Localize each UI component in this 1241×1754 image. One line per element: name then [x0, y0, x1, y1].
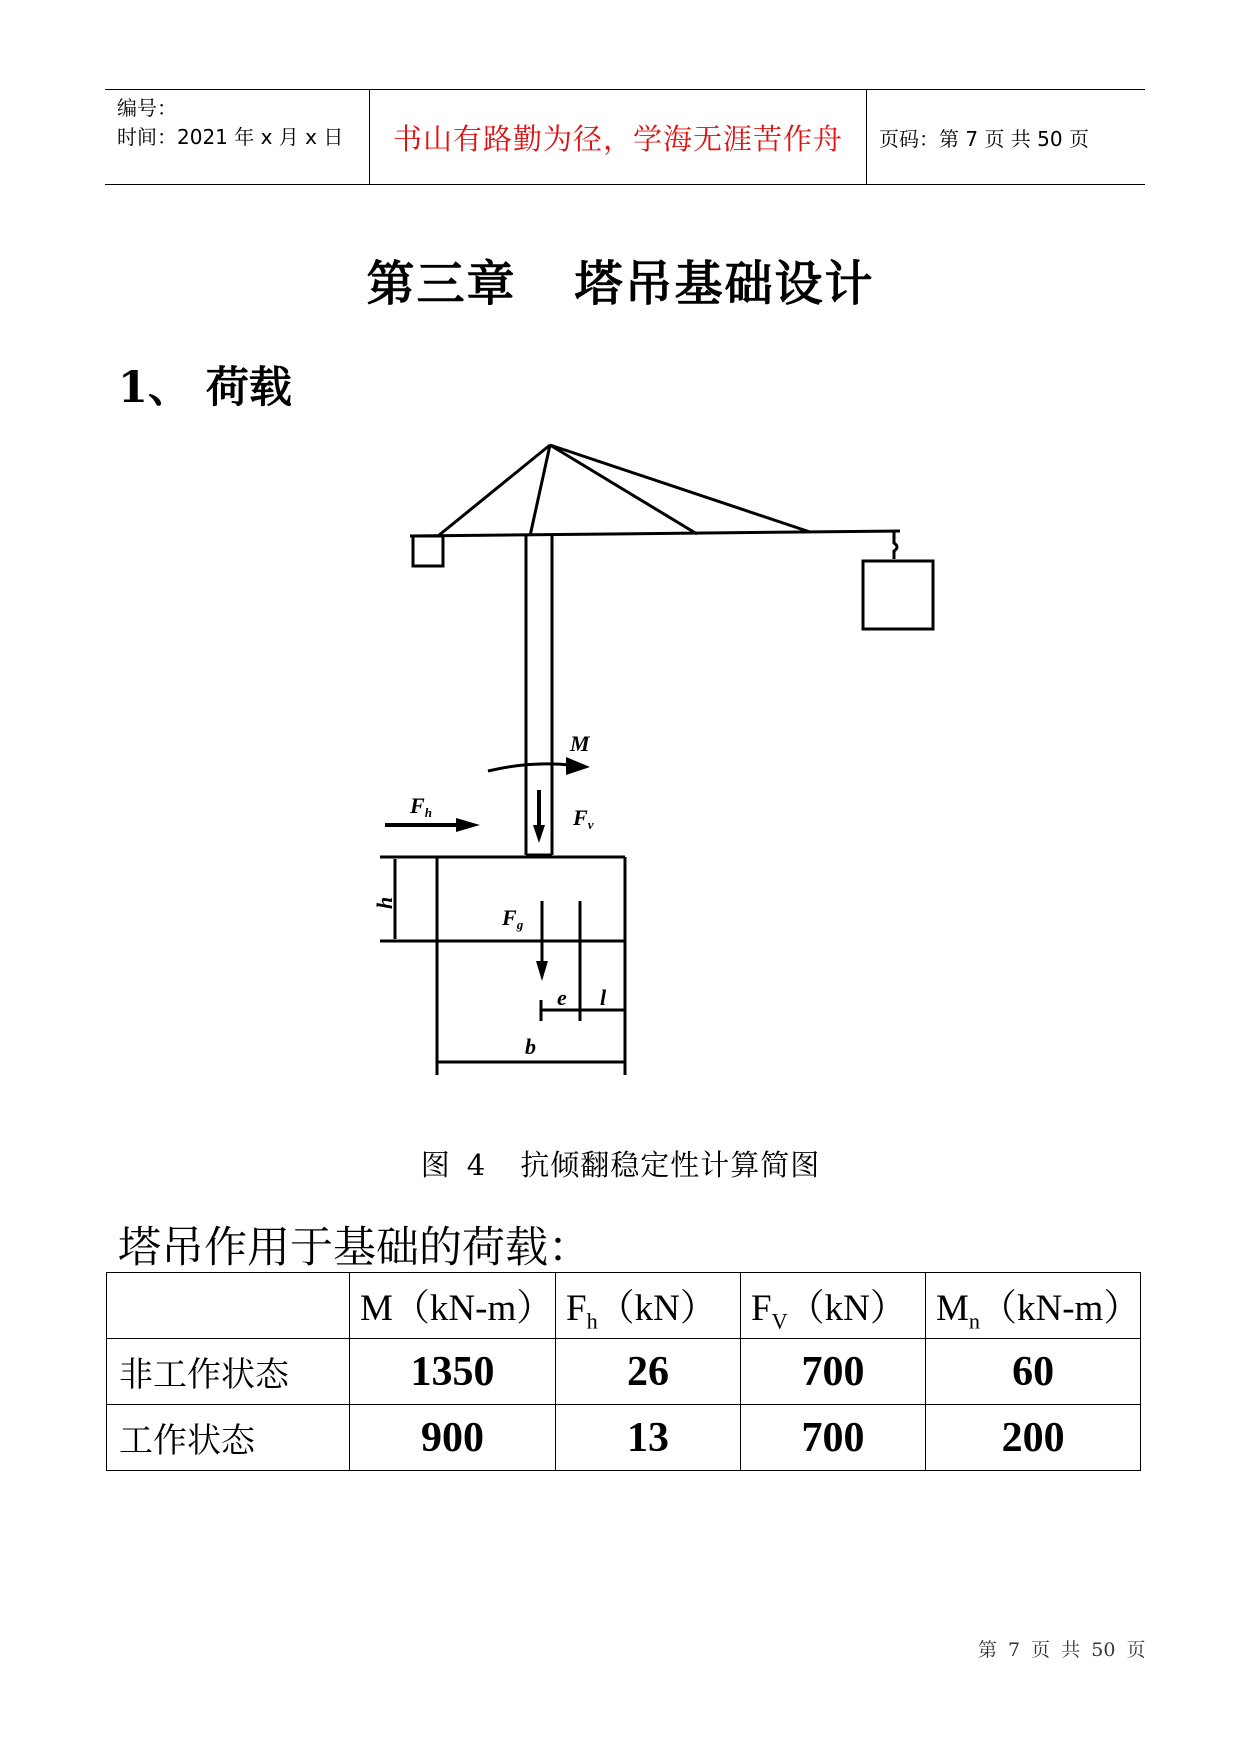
label-M: M — [570, 731, 590, 756]
table-cell: 60 — [926, 1339, 1141, 1405]
loads-title: 塔吊作用于基础的荷载： — [118, 1223, 591, 1273]
jib-line — [410, 531, 900, 536]
header-page-label: 页码：第 7 页 共 50 页 — [879, 126, 1089, 151]
chapter-title — [0, 245, 1241, 314]
moment-arc — [488, 764, 570, 771]
label-Fv-main: F — [573, 805, 588, 830]
column-header: $F_h(kN)$ — [556, 1273, 741, 1339]
table-cell: 26 — [556, 1339, 741, 1405]
header-number-label: 编号： — [117, 96, 177, 120]
header-motto: 书山有路勤为径，学海无涯苦作舟 — [370, 90, 867, 184]
crane-overturning-diagram — [372, 425, 960, 1115]
row-state-label: 工作状态 — [107, 1405, 350, 1471]
table-cell: 700 — [741, 1339, 926, 1405]
header-time-label: 时间：2021 年 x 月 x 日 — [117, 125, 344, 149]
label-Fg-sub: g — [516, 917, 524, 932]
tie-right-2 — [550, 445, 810, 532]
loads-table — [106, 1272, 1141, 1471]
moment-arrowhead — [566, 757, 590, 775]
table-cell: 700 — [741, 1405, 926, 1471]
table-corner-cell — [107, 1273, 350, 1339]
column-header: $F_V(kN)$ — [741, 1273, 926, 1339]
chapter-name: 塔吊基础设计 — [574, 256, 875, 312]
label-b: b — [525, 1034, 536, 1059]
hook-line — [894, 531, 897, 559]
table-cell: 1350 — [350, 1339, 556, 1405]
column-header: M（kN-m） — [350, 1273, 556, 1339]
page-header — [105, 89, 1145, 185]
table-cell: 200 — [926, 1405, 1141, 1471]
label-Fh-sub: h — [424, 805, 432, 820]
label-l: l — [600, 985, 607, 1010]
label-Fv — [572, 805, 594, 832]
caption-text: 抗倾翻稳定性计算简图 — [520, 1148, 821, 1182]
figure-caption — [0, 1143, 1241, 1184]
tie-right-1 — [550, 445, 697, 534]
page-footer: 第 7 页 共 50 页 — [978, 1639, 1146, 1661]
label-Fg — [501, 905, 524, 932]
label-Fg-main: F — [502, 905, 517, 930]
table-cell: 900 — [350, 1405, 556, 1471]
table-row — [107, 1339, 1141, 1405]
table-row — [107, 1405, 1141, 1471]
chapter-number: 第三章 — [366, 256, 517, 312]
load-box — [863, 561, 933, 629]
fh-arrowhead — [456, 818, 480, 832]
table-header-row — [107, 1273, 1141, 1339]
table-cell: 13 — [556, 1405, 741, 1471]
header-meta — [105, 90, 370, 184]
caption-prefix: 图 — [420, 1148, 451, 1182]
label-e: e — [557, 985, 567, 1010]
column-header: $M_n(kN-m)$ — [926, 1273, 1141, 1339]
label-Fh — [409, 793, 432, 820]
label-Fh-main: F — [410, 793, 425, 818]
label-Fv-sub: v — [587, 817, 594, 832]
counterweight-box — [413, 536, 443, 566]
fv-arrowhead — [533, 825, 545, 843]
label-h: h — [372, 896, 397, 909]
caption-number: 4 — [466, 1148, 487, 1182]
section-title: 1、 荷载 — [118, 363, 292, 413]
fg-arrowhead — [536, 961, 548, 981]
row-state-label: 非工作状态 — [107, 1339, 350, 1405]
